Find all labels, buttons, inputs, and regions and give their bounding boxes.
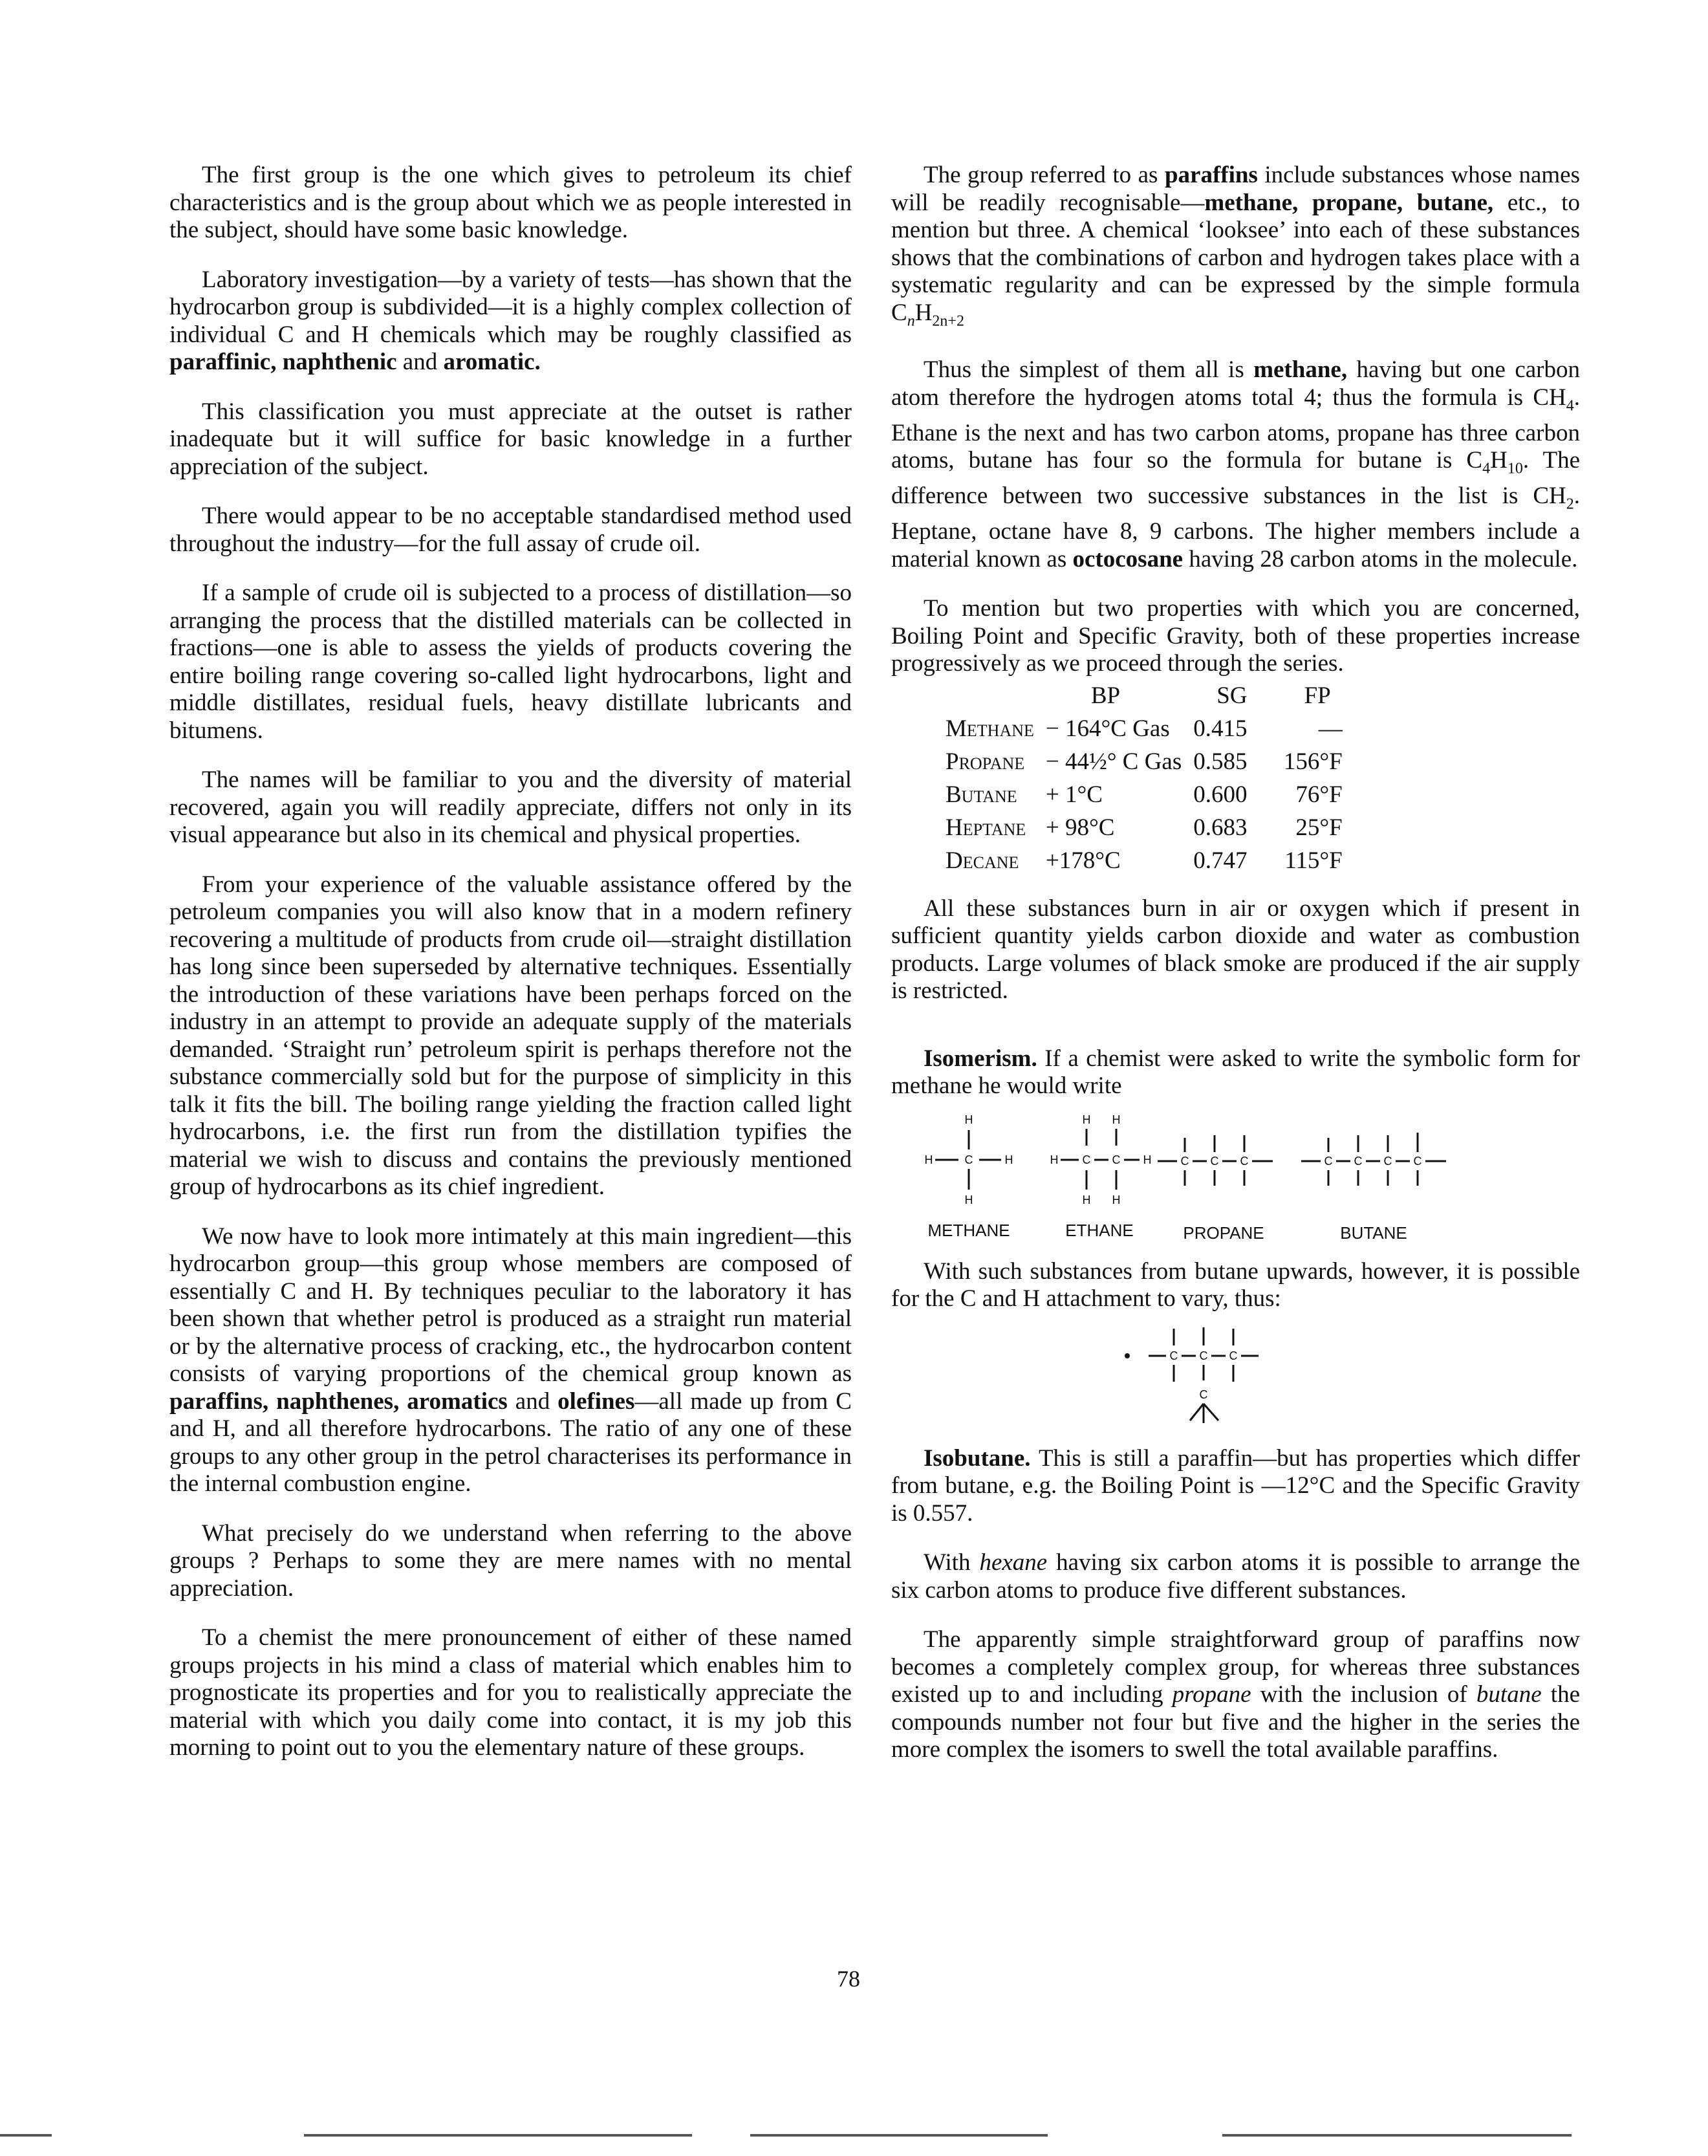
atom-h: H xyxy=(1112,1113,1121,1126)
paragraph: This classification you must appreciate at the outset is rather inadequate but it will suffice for basic knowledge in a further appreciation of the subject. xyxy=(169,398,852,480)
atom-h: H xyxy=(1082,1113,1091,1126)
label-propane: PROPANE xyxy=(1183,1223,1264,1243)
paragraph: If a sample of crude oil is subjected to a process of distillation—so arranging the process that the distilled materials can be collected in fractions—one is able to assess the yields of products covering the entire boiling range covering so-called light hydrocarbons, light and middle distillates, residual fuels, heavy distillate lubricants and bitumens. xyxy=(169,580,852,744)
left-column xyxy=(169,162,852,1784)
paragraph: With such substances from butane upwards, however, it is possible for the C and H attachment to vary, thus: xyxy=(891,1258,1580,1312)
paragraph: Isobutane. This is still a paraffin—but has properties which differ from butane, e.g. the Boiling Point is —12°C and the Specific Gravity is 0.557. xyxy=(891,1444,1580,1527)
paragraph: To a chemist the mere pronouncement of either of these named groups projects in his mind a class of material which enables him to prognosticate its properties and for you to realistically appreciate the material with which you daily come into contact, it is my job this morning to point out to you the elementary nature of these groups. xyxy=(169,1624,852,1761)
atom-c: C xyxy=(1180,1154,1189,1168)
atom-c: C xyxy=(1354,1154,1363,1168)
atom-c: C xyxy=(1413,1154,1422,1168)
paragraph: The first group is the one which gives to petroleum its chief characteristics and is the group about which we as people interested in the subject, should have some basic knowledge. xyxy=(169,162,852,243)
atom-h: H xyxy=(964,1113,973,1126)
atom-c: C xyxy=(1229,1349,1238,1362)
atom-h: H xyxy=(1082,1193,1091,1206)
paragraph: The names will be familiar to you and the diversity of material recovered, again you will readily appreciate, differs not only in its visual appearance but also in its chemical and physical properties. xyxy=(169,767,852,848)
paragraph: Thus the simplest of them all is methane, having but one carbon atom therefore the hydrogen atoms total 4; thus the formula is $CH_4$. Ethane is the next and has two carbon atoms, propane has three carbon atoms, butane has four so the formula for butane is $C_4H_{10}$. The difference between two successive substances in the list is $CH_2$. Heptane, octane have 8, 9 carbons. The higher members include a material known as octocosane having 28 carbon atoms in the molecule. xyxy=(891,356,1581,572)
paragraph: To mention but two properties with which you are concerned, Boiling Point and Specific Gravity, both of these properties increase progressively as we proceed through the series. xyxy=(891,595,1580,677)
atom-h: H xyxy=(1050,1153,1059,1166)
table-row: Methane − 164°C Gas 0.415 — xyxy=(946,715,1343,742)
table-header-bp: BP xyxy=(1090,682,1121,709)
atom-c: C xyxy=(1240,1154,1249,1168)
atom-c: C xyxy=(1169,1349,1178,1362)
paragraph: The apparently simple straightforward group of paraffins now becomes a completely complex group, for whereas three substances existed up to and including propane with the inclusion of butane the compounds number not four but five and the higher in the series the more complex the isomers to swell the total available paraffins. xyxy=(891,1626,1580,1763)
atom-h: H xyxy=(1143,1153,1152,1166)
atom-h: H xyxy=(1004,1153,1013,1166)
paragraph: The group referred to as paraffins include substances whose names will be readily recognisable—methane, propane, butane, etc., to mention but three. A chemical ‘looksee’ into each of these substances shows that the combinations of carbon and hydrogen takes place with a systematic regularity and can be expressed by the simple formula $C_nH_{2n+2}$ xyxy=(891,162,1581,329)
table-row: Butane + 1°C 0.600 76°F xyxy=(946,781,1343,808)
paragraph: All these substances burn in air or oxygen which if present in sufficient quantity yields carbon dioxide and water as combustion products. Large volumes of black smoke are produced if the air supply is restricted. xyxy=(891,895,1580,1005)
atom-c: C xyxy=(1112,1153,1121,1166)
label-butane: BUTANE xyxy=(1340,1223,1407,1243)
paragraph: There would appear to be no acceptable standardised method used throughout the industry—for the full assay of crude oil. xyxy=(169,503,852,557)
atom-c: C xyxy=(964,1153,973,1166)
scan-edge-line xyxy=(0,2134,52,2137)
atom-c: C xyxy=(1082,1153,1091,1166)
table-row: Propane − 44½° C Gas 0.585 156°F xyxy=(946,748,1343,775)
table-row: Heptane + 98°C 0.683 25°F xyxy=(946,814,1343,841)
table-header-sg: SG xyxy=(1216,682,1248,709)
atom-c: C xyxy=(1210,1154,1219,1168)
properties-table xyxy=(946,681,1343,877)
paragraph: Laboratory investigation—by a variety of tests—has shown that the hydrocarbon group is subdivided—it is a highly complex collection of individual C and H chemicals which may be roughly classified as paraffinic, naphthenic and aromatic. xyxy=(169,266,852,375)
structural-formulas-diagram xyxy=(891,1109,1580,1245)
paragraph: What precisely do we understand when referring to the above groups ? Perhaps to some they are mere names with no mental appreciation. xyxy=(169,1519,852,1602)
page-number: 78 xyxy=(837,1966,860,1992)
atom-c: C xyxy=(1324,1154,1333,1168)
paragraph: Isomerism. If a chemist were asked to write the symbolic form for methane he would write xyxy=(891,1045,1580,1100)
label-ethane: ETHANE xyxy=(1065,1220,1134,1240)
atom-h: H xyxy=(1112,1193,1121,1206)
atom-h: H xyxy=(924,1153,933,1166)
paragraph: We now have to look more intimately at this main ingredient—this hydrocarbon group—this group whose members are composed of essentially C and H. By techniques peculiar to the laboratory it has been shown that whether petrol is produced as a straight run material or by the alternative process of cracking, etc., the hydrocarbon content consists of varying proportions of the chemical group known as paraffins, naphthenes, aromatics and olefines—all made up from C and H, and all therefore hydrocarbons. The ratio of any one of these groups to any other group in the petrol characterises its performance in the internal combustion engine. xyxy=(169,1223,852,1497)
label-methane: METHANE xyxy=(927,1220,1010,1240)
isobutane-diagram xyxy=(891,1318,1580,1441)
scan-edge-line xyxy=(750,2134,1048,2137)
paragraph: With hexane having six carbon atoms it is possible to arrange the six carbon atoms to produce five different substances. xyxy=(891,1549,1580,1604)
atom-h: H xyxy=(964,1193,973,1206)
atom-c: C xyxy=(1199,1349,1208,1362)
atom-c: C xyxy=(1199,1388,1208,1401)
scan-edge-line xyxy=(1222,2134,1572,2137)
right-column xyxy=(891,162,1580,1786)
table-header-fp: FP xyxy=(1304,682,1331,709)
atom-c: C xyxy=(1383,1154,1392,1168)
scan-edge-line xyxy=(304,2134,692,2137)
paragraph: From your experience of the valuable assistance offered by the petroleum companies you will also know that in a modern refinery recovering a multitude of products from crude oil—straight distillation has long since been superseded by alternative techniques. Essentially the introduction of these variations have been perhaps forced on the industry in an attempt to provide an adequate supply of the materials demanded. ‘Straight run’ petroleum spirit is perhaps therefore not the substance commercially sold but for the purpose of simplicity in this talk it fits the bill. The boiling range yielding the fraction called light hydrocarbons, i.e. the first run from the distillation typifies the material we wish to discuss and contains the previously mentioned group of hydrocarbons as its chief ingredient. xyxy=(169,871,852,1200)
table-row: Decane +178°C 0.747 115°F xyxy=(946,847,1343,874)
